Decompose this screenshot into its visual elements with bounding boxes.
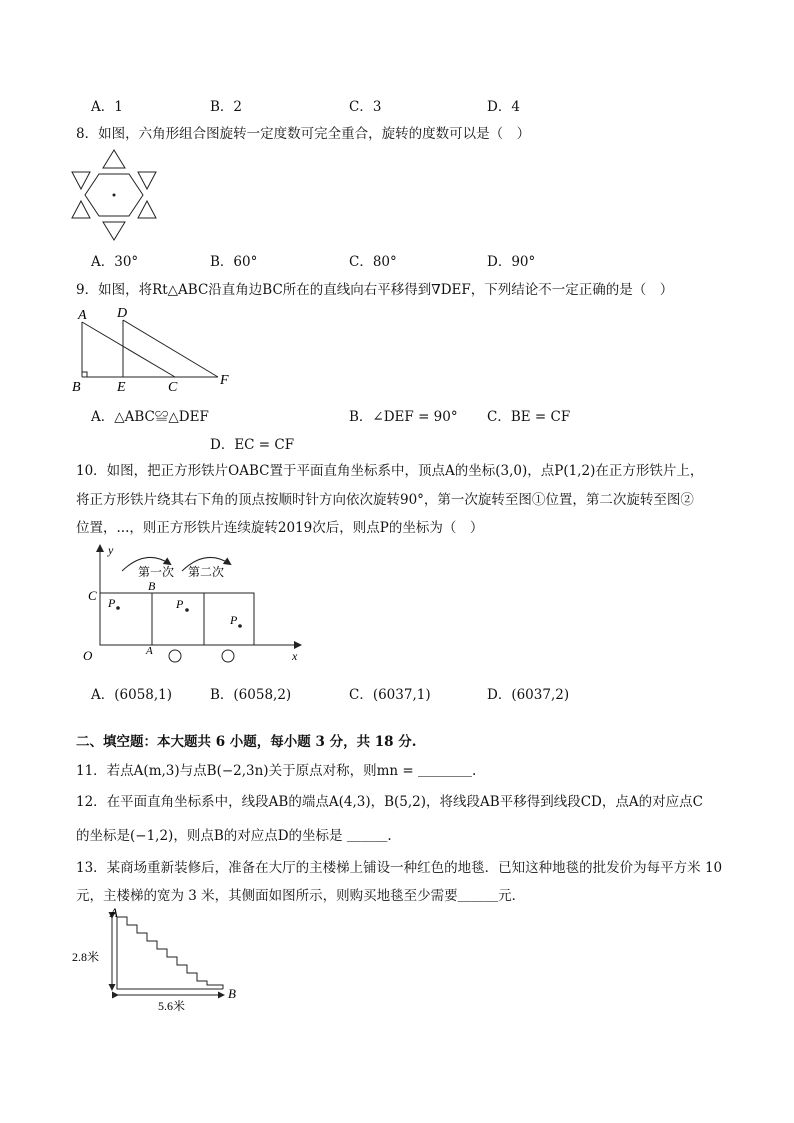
q12-line1: 12．在平面直角坐标系中，线段AB的端点A(4,3)，B(5,2)，将线段AB平移得到线段CD，点A的对应点C (76, 794, 703, 810)
q8-option-a: A．30° (91, 254, 139, 270)
q9-option-b: B．∠DEF = 90° (349, 409, 458, 425)
q13-label-height: 2.8米 (72, 950, 100, 964)
q9-label-d: D (117, 306, 128, 321)
q10-option-b: B．(6058,2) (210, 687, 292, 703)
q10-coordinate-figure (78, 540, 308, 670)
q10-stem-line2: 将正方形铁片绕其右下角的顶点按顺时针方向依次旋转90°，第一次旋转至图①位置，第二次旋转至图② (76, 492, 694, 508)
q9-stem: 9．如图，将Rt△ABC沿直角边BC所在的直线向右平移得到∇DEF，下列结论不一定正确的是（ ） (76, 282, 674, 298)
q10-label-p1: P (108, 596, 116, 610)
q10-label-b: B (148, 579, 156, 593)
q10-stem-line3: 位置，...，则正方形铁片连续旋转2019次后，则点P的坐标为（ ） (76, 520, 484, 536)
q9-triangle-figure (70, 302, 240, 394)
q7-option-c: C．3 (349, 99, 382, 115)
q12-line2: 的坐标是(−1,2)，则点B的对应点D的坐标是 ＿＿＿. (76, 828, 392, 844)
q8-option-c: C．80° (349, 254, 397, 270)
q7-option-d: D．4 (487, 99, 520, 115)
q9-option-c: C．BE = CF (487, 409, 571, 425)
q10-label-o: O (83, 648, 93, 663)
q13-line1: 13．某商场重新装修后，准备在大厅的主楼梯上铺设一种红色的地毯．已知这种地毯的批发价为每平方米 10 (76, 860, 723, 876)
q10-option-c: C．(6037,1) (349, 687, 431, 703)
q10-option-d: D．(6037,2) (487, 687, 570, 703)
q10-label-y: y (108, 543, 114, 557)
q10-label-second: 第二次 (188, 565, 225, 579)
q8-option-b: B．60° (210, 254, 258, 270)
section2-title: 二、填空题：本大题共 6 小题，每小题 3 分，共 18 分. (76, 734, 417, 750)
q8-option-d: D．90° (487, 254, 536, 270)
q9-label-a: A (78, 308, 87, 323)
q10-label-p3: P (230, 613, 238, 627)
q10-label-p2: P (176, 597, 184, 611)
q13-label-b: B (228, 986, 236, 1001)
q13-line2: 元，主楼梯的宽为 3 米，其侧面如图所示，则购买地毯至少需要＿＿＿元． (76, 888, 526, 904)
q9-label-c: C (168, 380, 178, 394)
q10-option-a: A．(6058,1) (91, 687, 173, 703)
q13-label-width: 5.6米 (158, 999, 186, 1013)
q10-label-c: C (88, 588, 97, 603)
q10-label-a: A (146, 645, 153, 657)
q13-staircase-figure (70, 905, 250, 1015)
q8-stem: 8．如图，六角形组合图旋转一定度数可完全重合，旋转的度数可以是（ ） (76, 126, 531, 142)
q13-label-a: A (110, 905, 118, 920)
q8-hexagram-figure (70, 148, 158, 242)
q7-option-b: B．2 (210, 99, 243, 115)
q10-label-first: 第一次 (138, 565, 175, 579)
q7-option-a: A．1 (91, 99, 123, 115)
q10-stem-line1: 10．如图，把正方形铁片OABC置于平面直角坐标系中，顶点A的坐标(3,0)，点P(1,2)在正方形铁片上， (76, 463, 704, 479)
q9-option-a: A．△ABC≌△DEF (91, 409, 209, 425)
q10-label-x: x (292, 649, 298, 663)
q11-text: 11．若点A(m,3)与点B(−2,3n)关于原点对称，则mn = ＿＿＿＿. (76, 763, 477, 779)
q9-option-d: D．EC = CF (210, 437, 295, 453)
q9-label-e: E (117, 380, 126, 394)
q9-label-f: F (220, 373, 229, 388)
q9-label-b: B (72, 380, 81, 394)
